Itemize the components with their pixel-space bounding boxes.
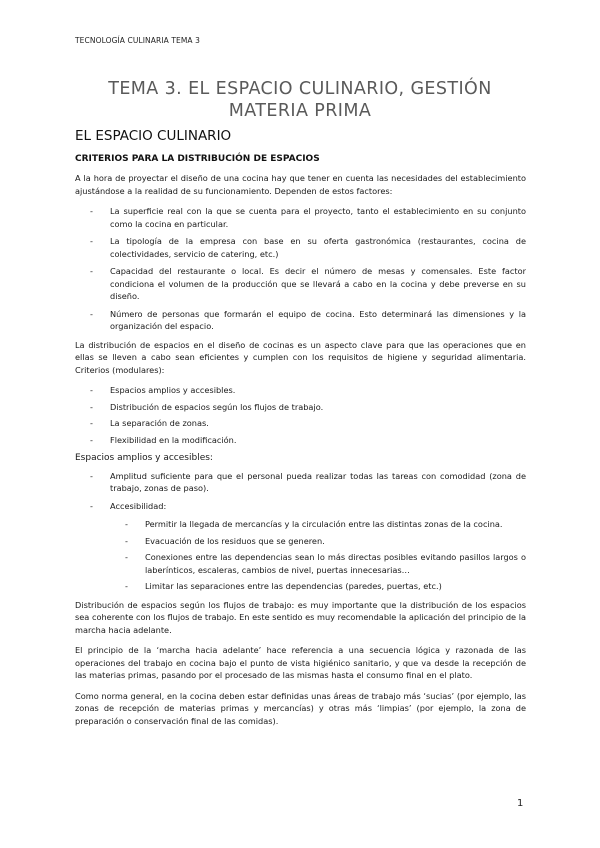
paragraph-norma: Como norma general, en la cocina deben estar definidas unas áreas de trabajo más ‘sucias’ (por ejemplo, las zonas de recepción de materias primas y mercancías) y otras más ‘limpias’ (por ejemplo, la zona de preparación o conservación final de las comidas). (75, 690, 526, 726)
list-item: - Número de personas que formarán el equipo de cocina. Esto determinará las dimensiones y la organización del espacio. (110, 308, 526, 333)
list-item: - Flexibilidad en la modificación. (110, 434, 526, 447)
page-number: 1 (517, 798, 524, 809)
accesibilidad-list (110, 518, 526, 593)
list-item: - Limitar las separaciones entre las dependencias (paredes, puertas, etc.) (145, 580, 526, 593)
paragraph-distribution: La distribución de espacios en el diseño de cocinas es un aspecto clave para que las operaciones que en ellas se lleven a cabo sean eficientes y cumplen con los requisitos de higiene y seguridad alimentaria. Criterios (modulares): (75, 339, 526, 375)
list-item: - La superficie real con la que se cuenta para el proyecto, tanto el establecimiento en su conjunto como la cocina en particular. (110, 205, 526, 230)
body-content (75, 172, 526, 735)
page-header: TECNOLOGÍA CULINARIA TEMA 3 (75, 36, 200, 45)
title-line-1: TEMA 3. EL ESPACIO CULINARIO, GESTIÓN (108, 79, 492, 99)
accesibilidad-label: Accesibilidad: (110, 500, 167, 511)
paragraph-marcha: El principio de la ‘marcha hacia adelante’ hace referencia a una secuencia lógica y razonada de las operaciones del trabajo en cocina bajo el punto de vista higiénico sanitario, y que va desde la recepción de las materias primas, pasando por el procesado de las mismas hasta el consumo final en el plato. (75, 645, 526, 680)
list-item: - Capacidad del restaurante o local. Es decir el número de mesas y comensales. Este factor condiciona el volumen de la producción que se llevará a cabo en la cocina y debe preverse en su diseño. (110, 265, 526, 303)
list-item: - Conexiones entre las dependencias sean lo más directas posibles evitando pasillos largos o laberínticos, escaleras, cambios de nivel, puertas innecesarias… (145, 551, 526, 576)
factors-list (75, 205, 526, 333)
criteria-list (75, 384, 526, 446)
list-item: - La tipología de la empresa con base en su oferta gastronómica (restaurantes, cocina de colectividades, servicio de catering, etc.) (110, 235, 526, 260)
list-item: - Evacuación de los residuos que se generen. (145, 535, 526, 548)
list-item: - Amplitud suficiente para que el personal pueda realizar todas las tareas con comodidad (zona de trabajo, zonas de paso). (110, 470, 526, 495)
document-title (75, 78, 525, 122)
title-line-2: MATERIA PRIMA (228, 101, 372, 121)
section-heading: EL ESPACIO CULINARIO (75, 128, 232, 144)
list-item: - Espacios amplios y accesibles. (110, 384, 526, 397)
list-item-accesibilidad (110, 500, 526, 593)
list-item: - Distribución de espacios según los flujos de trabajo. (110, 401, 526, 414)
espacios-list (75, 470, 526, 593)
list-item: - La separación de zonas. (110, 417, 526, 430)
subsection-heading: CRITERIOS PARA LA DISTRIBUCIÓN DE ESPACIOS (75, 154, 320, 164)
paragraph-intro: A la hora de proyectar el diseño de una cocina hay que tener en cuenta las necesidades del establecimiento ajustándose a la realidad de su funcionamiento. Dependen de estos factores: (75, 173, 526, 196)
subheading-espacios: Espacios amplios y accesibles: (75, 453, 213, 463)
list-item: - Permitir la llegada de mercancías y la circulación entre las distintas zonas de la cocina. (145, 518, 526, 531)
paragraph-flujos: Distribución de espacios según los flujos de trabajo: es muy importante que la distribución de los espacios sea coherente con los flujos de trabajo. En este sentido es muy recomendable la aplicación del principio de la marcha hacia adelante. (75, 599, 526, 635)
